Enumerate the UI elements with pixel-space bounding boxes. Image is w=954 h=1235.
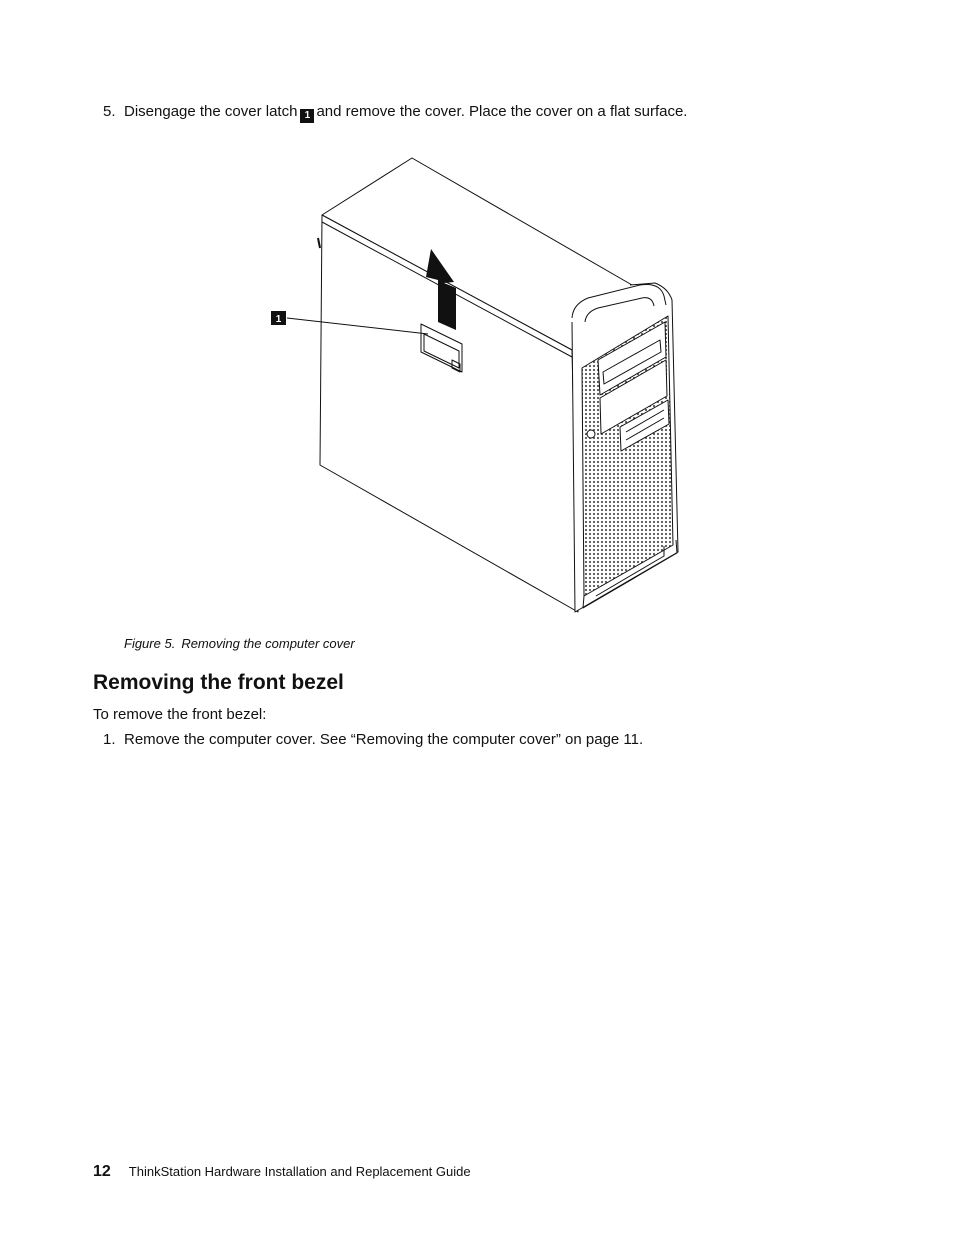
step-1-text: Remove the computer cover. See “Removing the computer cover” on page 11.: [124, 731, 644, 748]
step-5-text-before: Disengage the cover latch: [124, 103, 298, 120]
step-5-text-after: and remove the cover. Place the cover on a flat surface.: [316, 103, 688, 120]
callout-label: 1: [275, 314, 282, 325]
callout-marker-inline: 1: [300, 109, 314, 123]
section-intro: To remove the front bezel:: [93, 706, 267, 723]
page-number: 12: [93, 1163, 111, 1180]
step-1: [103, 730, 643, 750]
computer-cover-removal-illustration: [260, 150, 690, 620]
step-number: 5.: [103, 103, 116, 120]
figure-caption: [124, 636, 355, 651]
figure-caption-text: Removing the computer cover: [181, 636, 355, 651]
section-heading: Removing the front bezel: [93, 671, 344, 694]
figure-caption-label: Figure 5.: [124, 636, 176, 651]
step-number: 1.: [103, 731, 116, 748]
step-5: [103, 102, 687, 123]
page-footer: [93, 1163, 471, 1181]
guide-title: ThinkStation Hardware Installation and Replacement Guide: [128, 1164, 471, 1179]
